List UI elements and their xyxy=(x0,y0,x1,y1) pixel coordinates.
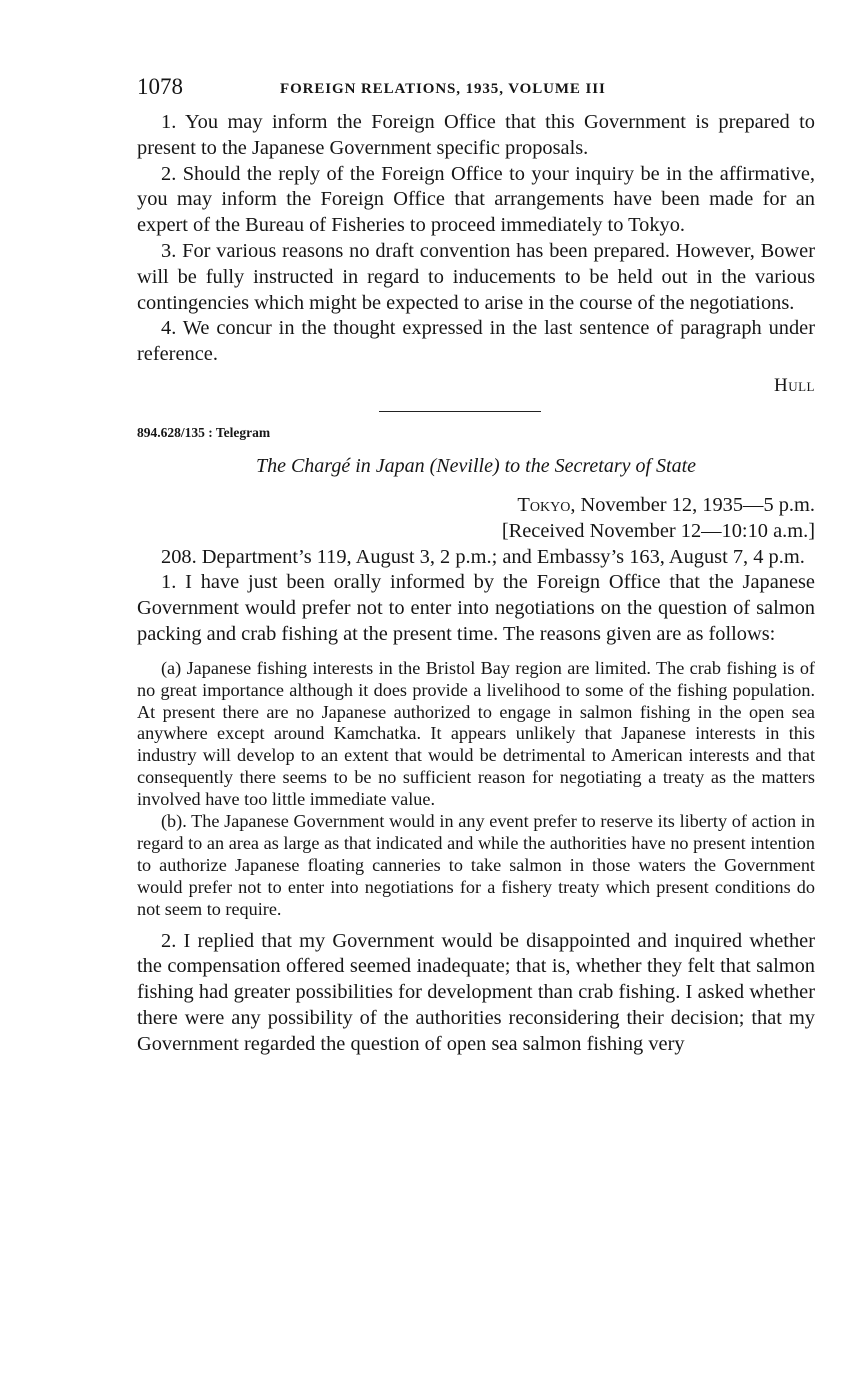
document-heading: The Chargé in Japan (Neville) to the Secretary of State xyxy=(255,454,697,477)
document-page xyxy=(137,70,815,1058)
instruction-list xyxy=(137,110,815,368)
instruction-item: 1. You may inform the Foreign Office that this Government is prepared to present to the Japanese Government specific proposals. xyxy=(137,111,815,159)
page-number: 1078 xyxy=(137,74,183,99)
signature: Hull xyxy=(774,374,815,396)
instruction-item: 2. Should the reply of the Foreign Office to your inquiry be in the affirmative, you may inform the Foreign Office that arrangements have been made for an expert of the Bureau of Fisheries to proceed immediately to Tokyo. xyxy=(137,162,815,237)
telegram-continuation xyxy=(137,929,815,1058)
dateline-sent xyxy=(137,493,815,519)
dateline xyxy=(137,493,815,545)
telegram-point-1: 1. I have just been orally informed by the Foreign Office that the Japanese Government would prefer not to enter into negotiations on the question of salmon packing and crab fishing at the present time. The reasons given are as follows: xyxy=(137,571,815,645)
telegram-point-2: 2. I replied that my Government would be disappointed and inquired whether the compensation offered seemed inadequate; that is, whether they felt that salmon fishing had greater possibilities for development than crab fishing. I asked whether there were any possibility of the authorities reconsidering their decision; that my Government regarded the question of open sea salmon fishing very xyxy=(137,929,815,1055)
dateline-date: , November 12, 1935—5 p.m. xyxy=(570,493,815,516)
telegram-body xyxy=(137,545,815,648)
file-reference: 894.628/135 : Telegram xyxy=(137,424,271,440)
section-divider xyxy=(379,411,541,412)
reason-b: (b). The Japanese Government would in any event prefer to reserve its liberty of action in regard to an area as large as that indicated and while the authorities have no present intention to authorize Japanese floating canneries to take salmon in those waters the Government would prefer not to enter into negotiations for a fishery treaty which present conditions do not seem to require. xyxy=(137,811,815,919)
running-head xyxy=(137,70,815,110)
reasons-block xyxy=(137,658,815,921)
telegram-opening: 208. Department’s 119, August 3, 2 p.m.; and Embassy’s 163, August 7, 4 p.m. xyxy=(161,545,805,568)
instruction-item: 3. For various reasons no draft convention has been prepared. However, Bower will be fully instructed in regard to inducements to be held out in the various contingencies which might be expected to arise in the course of the negotiations. xyxy=(137,239,815,314)
running-title: FOREIGN RELATIONS, 1935, VOLUME III xyxy=(280,81,606,97)
dateline-received: [Received November 12—10:10 a.m.] xyxy=(501,519,815,542)
reason-a: (a) Japanese fishing interests in the Bristol Bay region are limited. The crab fishing is of no great importance although it does provide a livelihood to some of the fishing population. At present there are no Japanese authorized to engage in salmon fishing in the open sea anywhere except around Kamchatka. It appears unlikely that Japanese interests in this industry will develop to an extent that would be detrimental to American interests and that consequently there seems to be no sufficient reason for negotiating a treaty as the matters involved have too little immediate value. xyxy=(137,657,815,810)
instruction-item: 4. We concur in the thought expressed in the last sentence of paragraph under reference. xyxy=(137,317,815,366)
dateline-place: Tokyo xyxy=(517,493,571,516)
